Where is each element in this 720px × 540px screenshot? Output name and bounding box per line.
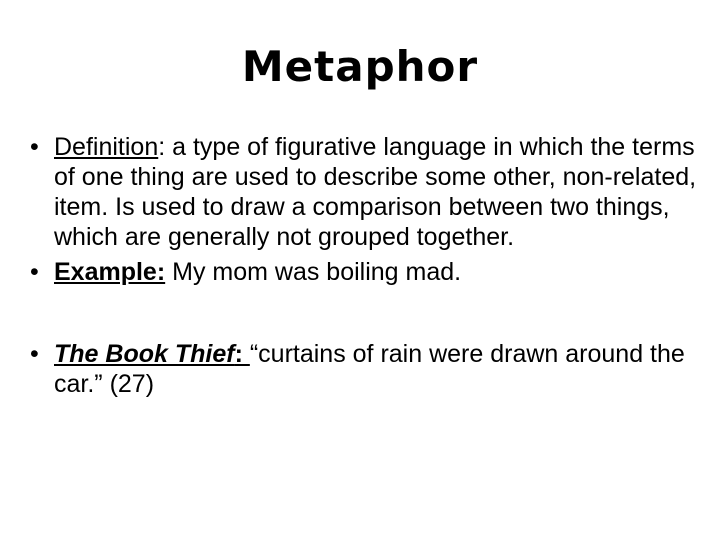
book-title: The Book Thief (54, 340, 235, 368)
bullet-icon: • (30, 340, 39, 368)
slide-title: Metaphor (241, 42, 479, 91)
example-text: My mom was boiling mad. (165, 258, 462, 286)
bullet-list (30, 132, 700, 404)
bullet-definition (30, 132, 700, 252)
bullet-book-quote (30, 339, 700, 399)
bullet-icon: • (30, 133, 39, 161)
definition-text: a type of figurative language in which the terms of one thing are used to describe some other, non-related, item. Is used to draw a comparison between two things, which are generally not grouped together. (54, 133, 697, 251)
definition-term: Definition (54, 133, 159, 161)
example-term: Example: (54, 258, 166, 286)
bullet-icon: • (30, 258, 39, 286)
bullet-example (30, 257, 700, 287)
definition-colon: : (158, 133, 166, 161)
book-title-colon: : (234, 340, 250, 368)
book-quote-text: “curtains of rain were drawn around the car.” (27) (54, 340, 685, 398)
